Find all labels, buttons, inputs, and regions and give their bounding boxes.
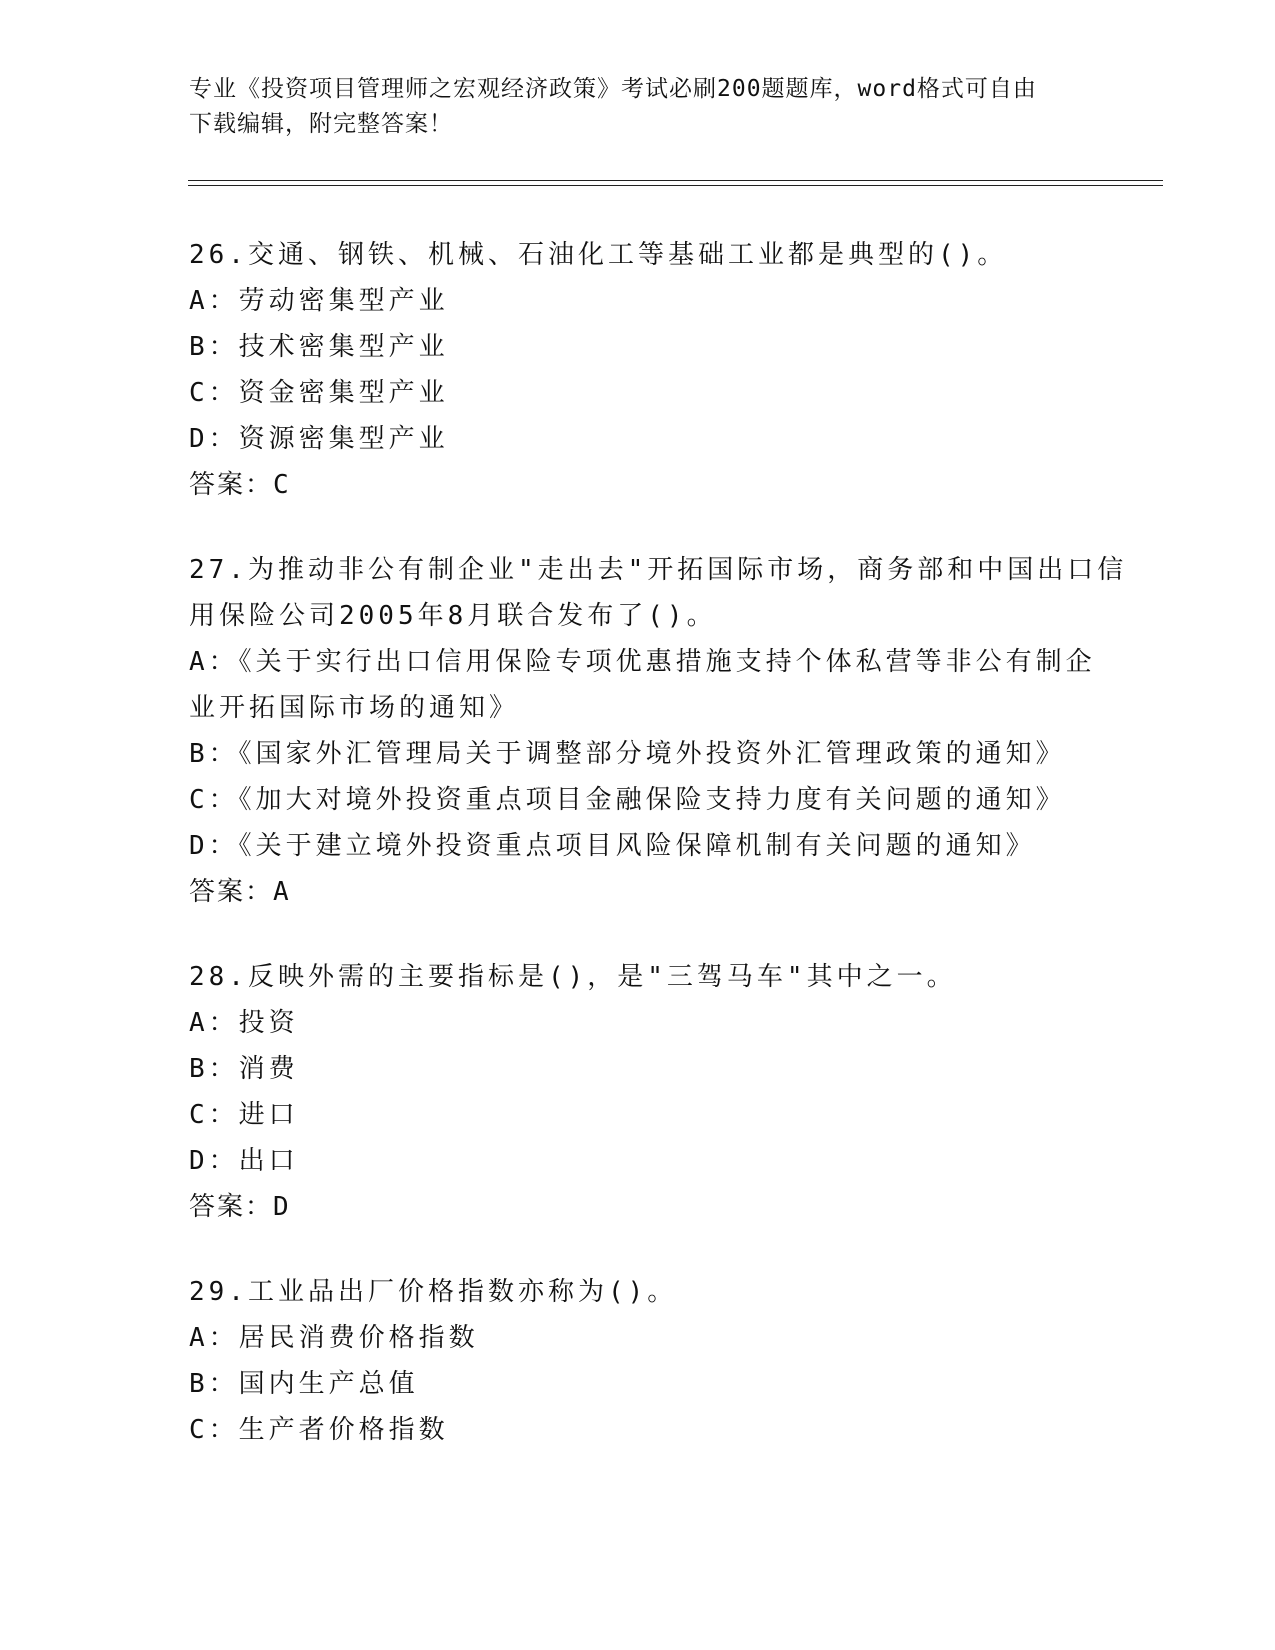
document-header (189, 72, 1089, 142)
header-divider-top (188, 180, 1163, 181)
question-26 (189, 232, 1089, 508)
option-b: B：《国家外汇管理局关于调整部分境外投资外汇管理政策的通知》 (189, 739, 1066, 769)
header-line-2: 下载编辑，附完整答案！ (189, 111, 453, 137)
option-d: D：出口 (189, 1146, 299, 1176)
answer-label: 答案：D (189, 1192, 291, 1222)
question-stem-line-1: 27.为推动非公有制企业"走出去"开拓国际市场，商务部和中国出口信 (189, 555, 1128, 585)
option-b: B：技术密集型产业 (189, 332, 449, 362)
option-c: C：《加大对境外投资重点项目金融保险支持力度有关问题的通知》 (189, 785, 1066, 815)
question-28 (189, 954, 1089, 1230)
option-c: C：生产者价格指数 (189, 1415, 449, 1445)
answer-label: 答案：C (189, 470, 291, 500)
question-stem: 29.工业品出厂价格指数亦称为()。 (189, 1277, 678, 1307)
question-list (189, 232, 1128, 1492)
question-stem: 28.反映外需的主要指标是()，是"三驾马车"其中之一。 (189, 962, 957, 992)
header-line-1: 专业《投资项目管理师之宏观经济政策》考试必刷200题题库，word格式可自由 (189, 76, 1037, 102)
option-a: A：投资 (189, 1008, 299, 1038)
question-stem-line-2: 用保险公司2005年8月联合发布了()。 (189, 601, 717, 631)
question-29 (189, 1269, 1089, 1453)
answer-label: 答案：A (189, 877, 291, 907)
option-a: A：劳动密集型产业 (189, 286, 449, 316)
header-divider-bottom (188, 185, 1163, 186)
option-c: C：资金密集型产业 (189, 378, 449, 408)
option-d: D：《关于建立境外投资重点项目风险保障机制有关问题的通知》 (189, 831, 1036, 861)
option-c: C：进口 (189, 1100, 299, 1130)
option-d: D：资源密集型产业 (189, 424, 449, 454)
option-b: B：消费 (189, 1054, 299, 1084)
question-stem: 26.交通、钢铁、机械、石油化工等基础工业都是典型的()。 (189, 240, 1008, 270)
option-a-line-1: A：《关于实行出口信用保险专项优惠措施支持个体私营等非公有制企 (189, 647, 1096, 677)
option-a: A：居民消费价格指数 (189, 1323, 479, 1353)
question-27 (189, 547, 1128, 915)
option-b: B：国内生产总值 (189, 1369, 419, 1399)
option-a-line-2: 业开拓国际市场的通知》 (189, 693, 520, 723)
